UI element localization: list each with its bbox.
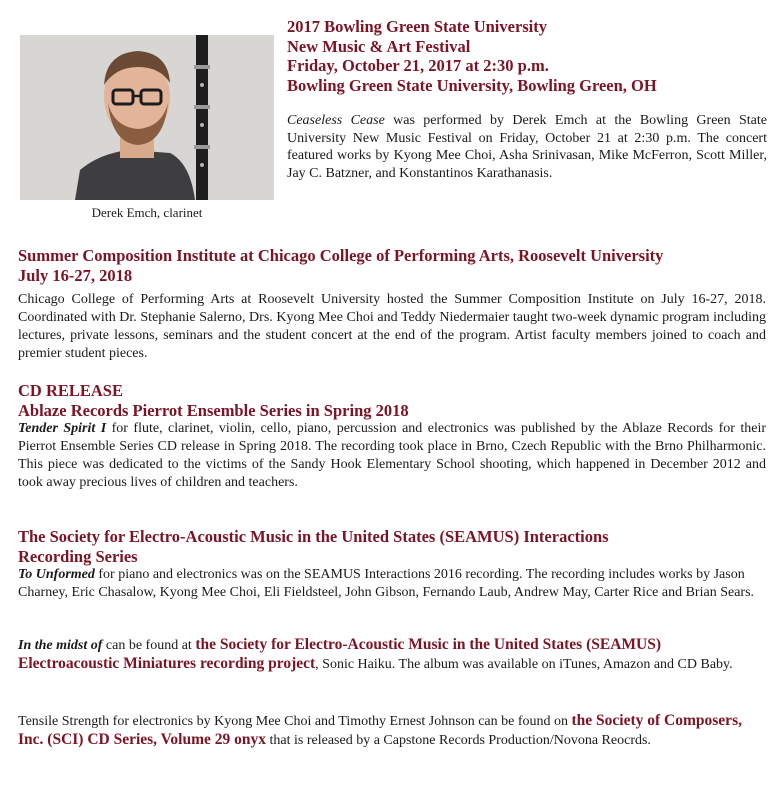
body-text: can be found at	[102, 638, 196, 653]
work-title: In the midst of	[18, 638, 103, 653]
section-title: The Society for Electro-Acoustic Music in the United States (SEAMUS) Interactions	[18, 527, 609, 546]
festival-title	[287, 17, 767, 95]
sci-cd-series-link[interactable]: the Society of Composers, Inc. (SCI) CD Series, Volume 29 onyx	[18, 712, 742, 748]
festival-location: Bowling Green State University, Bowling Green, OH	[287, 75, 657, 95]
section-body-text: for piano and electronics was on the SEAMUS Interactions 2016 recording. The recording includes works by Jason Charney, Eric Chasalow, Kyong Mee Choi, Eli Fieldsteel, John Gibson, Fernando Laub, Andrew May, Carter Rice and Brian Sears.	[18, 567, 755, 600]
section-title-continued: Recording Series	[18, 546, 138, 566]
section-body	[18, 636, 766, 674]
work-title: Ceaseless Cease	[287, 113, 385, 128]
festival-title-line: 2017 Bowling Green State University	[287, 17, 548, 36]
summer-institute-section	[18, 246, 766, 363]
section-body-text: for flute, clarinet, violin, cello, piano, percussion and electronics was published by the Ablaze Records for their Pierrot Ensemble Series CD release in Spring 2018. The recording took place in Brno, Czech Republic with the Brno Philharmonic. This piece was dedicated to the victims of the Sandy Hook Elementary School shooting, which happened in December 2012 and took away precious lives of children and teachers.	[18, 421, 767, 490]
section-body: Chicago College of Performing Arts at Roosevelt University hosted the Summer Composition Institute on July 16-27, 2018. Coordinated with Dr. Stephanie Salerno, Drs. Kyong Mee Choi and Teddy Niedermaier taught two-week dynamic program including lectures, private lessons, seminars and the student concert at the end of the program. Artist faculty members joined to coach and premier student pieces.	[18, 292, 766, 361]
tensile-paragraph	[18, 712, 766, 750]
body-text: Tensile Strength for electronics by Kyong Mee Choi and Timothy Ernest Johnson can be found on	[18, 714, 572, 729]
section-title: Ablaze Records Pierrot Ensemble Series in Spring 2018	[18, 400, 409, 420]
work-title: Tender Spirit I	[18, 421, 107, 436]
festival-title-line: New Music & Art Festival	[287, 36, 471, 56]
section-heading: CD RELEASE	[18, 381, 123, 400]
festival-description	[287, 112, 767, 182]
body-text: that is released by a Capstone Records Production/Novona Reocrds.	[266, 733, 651, 748]
performer-photo	[20, 35, 274, 200]
photo-caption: Derek Emch, clarinet	[91, 205, 203, 220]
seamus-miniatures-link[interactable]: the Society for Electro-Acoustic Music in the United States (SEAMUS) Electroacoustic Miniatures recording project	[18, 636, 661, 672]
miniatures-paragraph	[18, 636, 766, 674]
section-title: Summer Composition Institute at Chicago College of Performing Arts, Roosevelt University	[18, 246, 664, 265]
section-date: July 16-27, 2018	[18, 265, 133, 285]
section-body	[18, 566, 766, 602]
body-text: , Sonic Haiku. The album was available on iTunes, Amazon and CD Baby.	[315, 657, 733, 672]
seamus-interactions-section	[18, 527, 766, 602]
section-body	[18, 420, 766, 492]
cd-release-section	[18, 381, 766, 492]
section-body	[18, 712, 766, 750]
festival-body-text: was performed by Derek Emch at the Bowling Green State University New Music Festival on Friday, October 21 at 2:30 p.m. The concert featured works by Kyong Mee Choi, Asha Srinivasan, Mike McFerron, Scott Miller, Jay C. Batzner, and Konstantinos Karathanasis.	[287, 113, 767, 181]
festival-date: Friday, October 21, 2017 at 2:30 p.m.	[287, 56, 549, 75]
work-title: To Unformed	[18, 567, 95, 582]
